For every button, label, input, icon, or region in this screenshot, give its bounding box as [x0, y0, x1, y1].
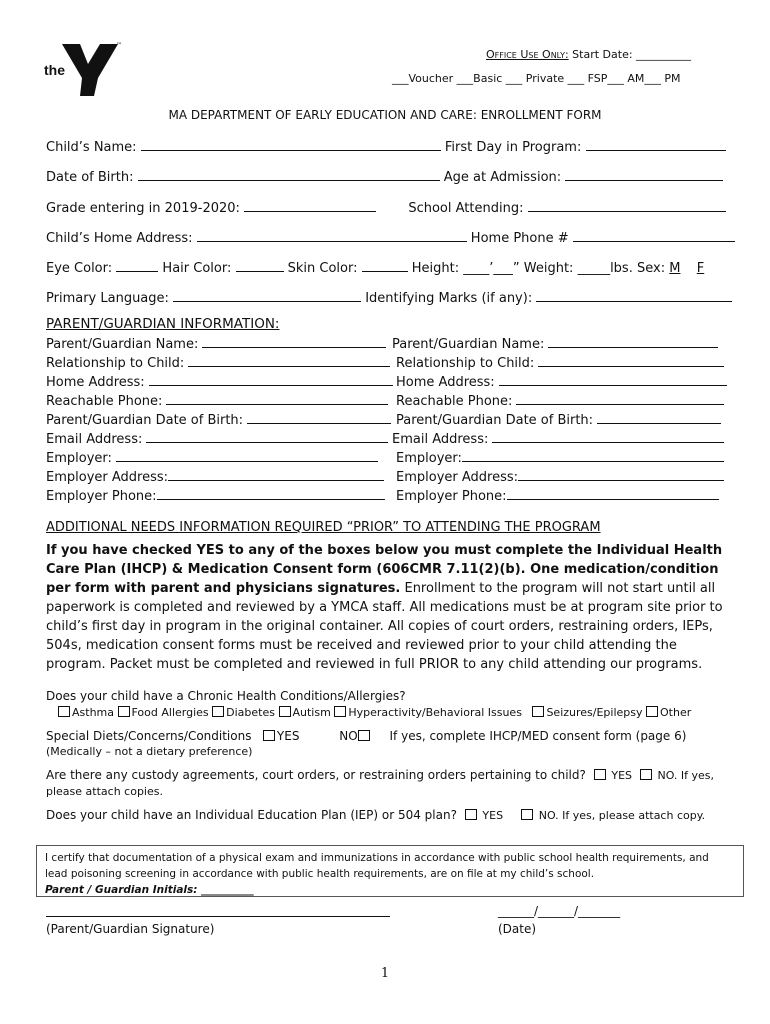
p2-email-field[interactable] — [492, 430, 724, 443]
row-physical — [46, 259, 704, 276]
p2-label-employer: Employer: — [396, 451, 462, 466]
p1-label-relationship: Relationship to Child: — [46, 356, 185, 371]
custody-question: Are there any custody agreements, court orders, or restraining orders pertaining to child? — [46, 768, 586, 782]
dob-field[interactable] — [138, 168, 440, 181]
office-start-date: Start Date: __________ — [572, 48, 692, 61]
cert-line-2: lead poisoning screening in accordance with public health requirements, are on file at my child’s school. — [45, 868, 595, 880]
other-checkbox[interactable] — [646, 706, 658, 717]
row-parent-1 — [46, 335, 386, 352]
iep-line — [46, 808, 705, 822]
p2-employer-field[interactable] — [462, 449, 724, 462]
row-address — [46, 229, 735, 246]
label-grade: Grade entering in 2019-2020: — [46, 201, 240, 216]
label-home-phone: Home Phone # — [470, 231, 569, 246]
iep-no-label: NO. If yes, please attach copy. — [538, 809, 706, 822]
additional-paragraph — [46, 541, 726, 674]
label-hair: Hair Color: — [162, 261, 232, 276]
ymca-logo — [44, 42, 124, 98]
diabetes-label: Diabetes — [226, 706, 275, 719]
iep-yes-label: YES — [482, 809, 504, 822]
asthma-label: Asthma — [72, 706, 114, 719]
row-language — [46, 289, 732, 306]
office-use-label: Office Use Only: — [486, 48, 569, 61]
row-dob — [46, 168, 723, 185]
additional-normal-text: Enrollment to the program will not start until all paperwork is completed and reviewed by a YMCA staff. All medications must be at program site prior to child’s first day in program in the original container. All copies of court orders, restraining orders, IEPs, 504s, medication consent forms must be received and reviewed prior to your child attending the program. Packet must be completed and reviewed in full PRIOR to any child attending our programs. — [46, 581, 723, 672]
p1-phone-field[interactable] — [166, 392, 388, 405]
p1-label-employer: Employer: — [46, 451, 112, 466]
cert-line-1: I certify that documentation of a physical exam and immunizations in accordance with public school health requirements, and — [45, 852, 709, 864]
additional-heading: ADDITIONAL NEEDS INFORMATION REQUIRED “PRIOR” TO ATTENDING THE PROGRAM — [46, 520, 601, 535]
row-parent2-7 — [396, 449, 724, 466]
diet-no-checkbox[interactable] — [358, 730, 370, 741]
home-phone-field[interactable] — [573, 229, 735, 242]
hair-field[interactable] — [236, 259, 284, 272]
date-label: (Date) — [498, 922, 537, 936]
label-school: School Attending: — [408, 201, 524, 216]
hyperactivity-checkbox[interactable] — [334, 706, 346, 717]
row-parent-5 — [46, 411, 391, 428]
row-parent2-6 — [392, 430, 724, 447]
sex-m-option[interactable]: M — [669, 261, 681, 276]
p1-label-dob: Parent/Guardian Date of Birth: — [46, 413, 244, 428]
p1-employer-phone-field[interactable] — [157, 487, 385, 500]
chronic-options — [58, 706, 691, 719]
p2-phone-field[interactable] — [516, 392, 724, 405]
first-day-field[interactable] — [586, 138, 726, 151]
certification-box — [36, 845, 744, 897]
language-field[interactable] — [173, 289, 361, 302]
p1-employer-address-field[interactable] — [168, 468, 384, 481]
eye-field[interactable] — [116, 259, 158, 272]
additional-bold-text: If you have checked YES to any of the boxes below you must complete the Individual Health Care Plan (IHCP) & Medication Consent form (606CMR 7.11(2)(b). One medication/condition per form with parent and physicians signatures. — [46, 543, 723, 596]
iep-question: Does your child have an Individual Education Plan (IEP) or 504 plan? — [46, 808, 457, 822]
label-skin: Skin Color: — [287, 261, 358, 276]
hyperactivity-label: Hyperactivity/Behavioral Issues — [348, 706, 522, 719]
p2-relationship-field[interactable] — [538, 354, 724, 367]
label-height-weight: Height: ____’___” Weight: _____lbs. — [411, 261, 633, 276]
label-age: Age at Admission: — [443, 170, 562, 185]
row-parent2-5 — [396, 411, 721, 428]
label-child-name: Child’s Name: — [46, 140, 137, 155]
school-field[interactable] — [528, 199, 726, 212]
row-parent2-3 — [396, 373, 727, 390]
food-allergies-label: Food Allergies — [131, 706, 209, 719]
autism-label: Autism — [292, 706, 331, 719]
p1-label-email: Email Address: — [46, 432, 143, 447]
chronic-question: Does your child have a Chronic Health Conditions/Allergies? — [46, 689, 406, 703]
row-parent2-4 — [396, 392, 724, 409]
seizures-label: Seizures/Epilepsy — [546, 706, 643, 719]
custody-sub: please attach copies. — [46, 785, 163, 798]
p1-label-phone: Reachable Phone: — [46, 394, 163, 409]
p1-label-employer-phone: Employer Phone: — [46, 489, 157, 504]
p2-employer-address-field[interactable] — [518, 468, 724, 481]
office-programs-line: ___Voucher ___Basic ___ Private ___ FSP___ AM___ PM — [392, 72, 681, 85]
row-parent-8 — [46, 468, 384, 485]
marks-field[interactable] — [536, 289, 732, 302]
row-parent-4 — [46, 392, 388, 409]
custody-yes-checkbox[interactable] — [594, 769, 606, 780]
home-address-field[interactable] — [197, 229, 467, 242]
p2-label-employer-phone: Employer Phone: — [396, 489, 507, 504]
p2-home-address-field[interactable] — [499, 373, 727, 386]
custody-yes-label: YES — [611, 769, 633, 782]
p1-employer-field[interactable] — [116, 449, 378, 462]
p2-label-employer-address: Employer Address: — [396, 470, 519, 485]
child-name-field[interactable] — [141, 138, 441, 151]
row-child-name — [46, 138, 726, 155]
row-parent2-2 — [396, 354, 724, 371]
row-parent-2 — [46, 354, 390, 371]
p2-label-name: Parent/Guardian Name: — [392, 337, 545, 352]
food-allergies-checkbox[interactable] — [118, 706, 130, 717]
grade-field[interactable] — [244, 199, 376, 212]
label-first-day: First Day in Program: — [444, 140, 582, 155]
p1-dob-field[interactable] — [247, 411, 391, 424]
page-number: 1 — [380, 966, 390, 981]
p1-label-employer-address: Employer Address: — [46, 470, 169, 485]
row-parent2-9 — [396, 487, 719, 504]
ymca-y-icon — [44, 42, 124, 98]
autism-checkbox[interactable] — [279, 706, 291, 717]
row-grade — [46, 199, 726, 216]
row-parent2-8 — [396, 468, 724, 485]
row-parent2-1 — [392, 335, 718, 352]
p1-label-name: Parent/Guardian Name: — [46, 337, 199, 352]
label-sex: Sex: — [636, 261, 666, 276]
row-parent-7 — [46, 449, 378, 466]
p1-label-home-address: Home Address: — [46, 375, 145, 390]
p2-name-field[interactable] — [548, 335, 718, 348]
diet-note: If yes, complete IHCP/MED consent form (page 6) — [389, 729, 687, 743]
diet-sub: (Medically – not a dietary preference) — [46, 745, 253, 758]
office-use-line — [486, 48, 691, 61]
row-parent-6 — [46, 430, 388, 447]
p2-label-home-address: Home Address: — [396, 375, 495, 390]
logo-ymca-text: YMCA — [99, 71, 116, 90]
form-title: MA DEPARTMENT OF EARLY EDUCATION AND CARE: ENROLLMENT FORM — [168, 108, 602, 122]
diet-yes-label: YES — [276, 729, 300, 743]
sex-f-option[interactable]: F — [696, 261, 705, 276]
row-parent-9 — [46, 487, 385, 504]
date-field[interactable]: ______/______/_______ — [498, 904, 621, 918]
row-parent-3 — [46, 373, 393, 390]
p1-relationship-field[interactable] — [188, 354, 390, 367]
diet-line — [46, 729, 686, 743]
logo-the-text: the — [44, 62, 65, 78]
logo-trademark: ™ — [116, 42, 122, 49]
p2-label-email: Email Address: — [392, 432, 489, 447]
skin-field[interactable] — [362, 259, 408, 272]
diet-no-label: NO — [339, 729, 358, 743]
p1-home-address-field[interactable] — [149, 373, 393, 386]
other-label: Other — [660, 706, 692, 719]
iep-yes-checkbox[interactable] — [465, 809, 477, 820]
label-marks: Identifying Marks (if any): — [365, 291, 533, 306]
parent-heading: PARENT/GUARDIAN INFORMATION: — [46, 316, 280, 332]
signature-line[interactable] — [46, 916, 390, 917]
label-eye: Eye Color: — [46, 261, 113, 276]
asthma-checkbox[interactable] — [58, 706, 70, 717]
seizures-checkbox[interactable] — [532, 706, 544, 717]
label-home-address: Child’s Home Address: — [46, 231, 193, 246]
age-field[interactable] — [565, 168, 723, 181]
custody-line — [46, 768, 714, 782]
signature-label: (Parent/Guardian Signature) — [46, 922, 215, 936]
p2-label-relationship: Relationship to Child: — [396, 356, 535, 371]
label-language: Primary Language: — [46, 291, 169, 306]
custody-no-checkbox[interactable] — [640, 769, 652, 780]
diabetes-checkbox[interactable] — [212, 706, 224, 717]
diet-yes-checkbox[interactable] — [263, 730, 275, 741]
custody-no-label: NO. If yes, — [657, 769, 715, 782]
iep-no-checkbox[interactable] — [521, 809, 533, 820]
p2-employer-phone-field[interactable] — [507, 487, 719, 500]
p1-email-field[interactable] — [146, 430, 388, 443]
label-dob: Date of Birth: — [46, 170, 134, 185]
diet-question: Special Diets/Concerns/Conditions — [46, 729, 252, 743]
p2-dob-field[interactable] — [597, 411, 721, 424]
p2-label-dob: Parent/Guardian Date of Birth: — [396, 413, 594, 428]
cert-initials[interactable]: Parent / Guardian Initials: __________ — [45, 884, 254, 896]
p1-name-field[interactable] — [202, 335, 386, 348]
p2-label-phone: Reachable Phone: — [396, 394, 513, 409]
